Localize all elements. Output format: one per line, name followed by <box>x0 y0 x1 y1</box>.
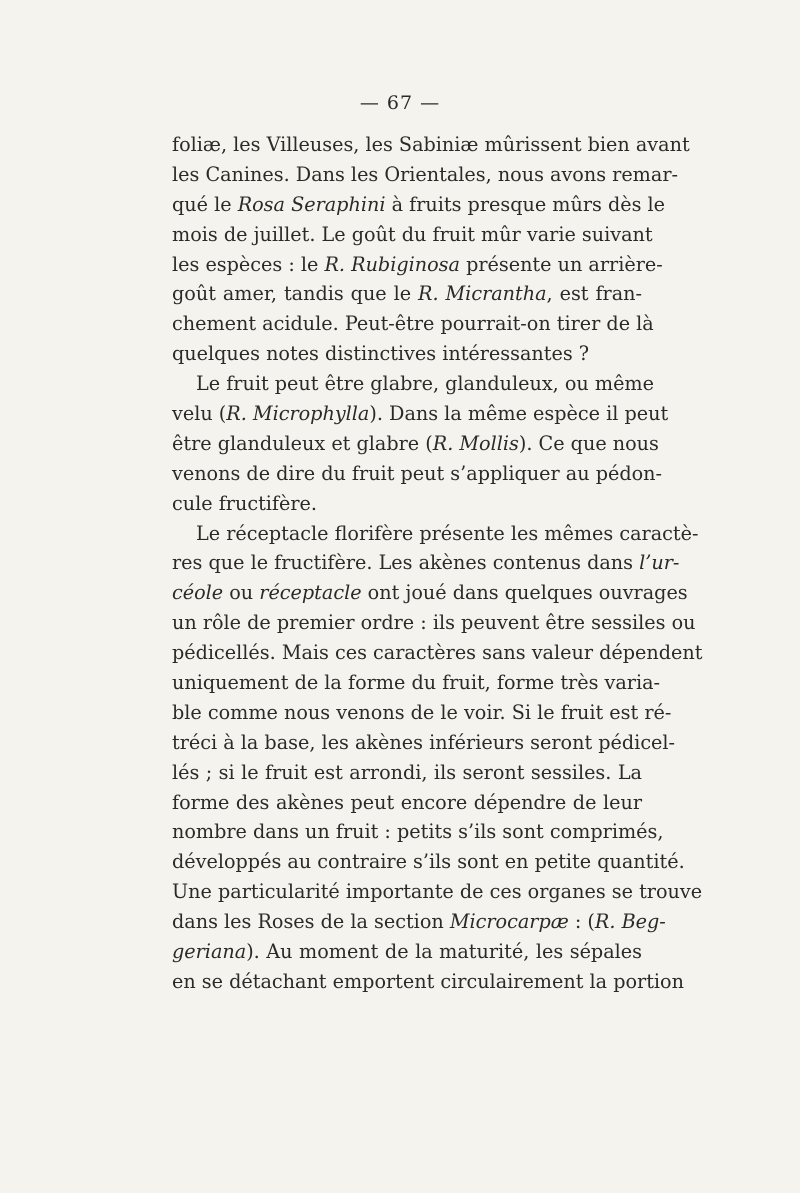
text-line <box>172 339 642 369</box>
text-segment: pédicellés. Mais ces caractères sans valeur dépendent <box>172 641 703 665</box>
text-segment: être glanduleux et glabre ( <box>172 431 433 455</box>
italic-text: Microcarpæ <box>449 910 569 934</box>
text-segment: dans les Roses de la section <box>172 910 450 934</box>
text-line <box>172 429 659 459</box>
text-line <box>172 698 672 728</box>
text-segment: un rôle de premier ordre : ils peuvent être sessiles ou <box>172 611 696 635</box>
text-segment: présente un arrière- <box>459 252 663 276</box>
text-segment: les Canines. Dans les Orientales, nous avons remar- <box>172 162 678 186</box>
text-line <box>172 817 664 847</box>
text-segment: uniquement de la forme du fruit, forme très varia- <box>172 671 661 695</box>
italic-text: R. Microphylla <box>226 402 370 426</box>
text-line <box>172 250 663 280</box>
text-line <box>172 937 642 967</box>
text-line <box>172 578 688 608</box>
text-segment: ou <box>223 581 260 605</box>
text-segment: en se détachant emportent circulairement la portion <box>172 969 684 993</box>
italic-text: céole <box>172 581 224 605</box>
text-segment: développés au contraire s’ils sont en petite quantité. <box>172 850 685 874</box>
text-segment: tréci à la base, les akènes inférieurs seront pédicel- <box>172 730 676 754</box>
text-line <box>172 459 663 489</box>
text-segment: chement acidule. Peut-être pourrait-on tirer de là <box>172 312 654 336</box>
text-segment: ). Au moment de la maturité, les sépales <box>246 940 642 964</box>
text-line <box>172 758 642 788</box>
text-segment: ). Dans la même espèce il peut <box>369 402 669 426</box>
text-line <box>172 788 642 818</box>
italic-text: réceptacle <box>259 581 362 605</box>
text-segment: ont joué dans quelques ouvrages <box>361 581 688 605</box>
text-line <box>172 638 703 668</box>
text-line <box>172 309 654 339</box>
text-segment: qué le <box>172 192 238 216</box>
text-line <box>172 369 654 399</box>
text-segment: forme des akènes peut encore dépendre de leur <box>172 790 642 814</box>
text-line <box>172 907 666 937</box>
text-segment: mois de juillet. Le goût du fruit mûr varie suivant <box>172 222 653 246</box>
page-number: — 67 — <box>359 92 441 114</box>
text-line <box>172 130 690 160</box>
text-line <box>172 190 666 220</box>
text-line <box>172 668 661 698</box>
italic-text: geriana <box>172 940 247 964</box>
text-line <box>172 967 684 997</box>
text-segment: foliæ, les Villeuses, les Sabiniæ mûrissent bien avant <box>172 133 690 156</box>
text-segment: quelques notes distinctives intéressantes ? <box>172 342 590 366</box>
text-segment: venons de dire du fruit peut s’appliquer au pédon- <box>172 461 663 485</box>
text-segment: : ( <box>568 910 595 934</box>
text-segment: ble comme nous venons de le voir. Si le fruit est ré- <box>172 700 672 724</box>
text-line <box>172 548 680 578</box>
italic-text: R. Mollis <box>432 431 519 455</box>
italic-text: R. Beg- <box>594 910 666 934</box>
text-segment: goût amer, tandis que le <box>172 282 419 306</box>
text-segment: cule fructifère. <box>172 491 318 515</box>
text-segment: à fruits presque mûrs dès le <box>385 192 666 216</box>
text-line <box>172 847 685 877</box>
italic-text: R. Micrantha <box>418 282 547 306</box>
text-line <box>172 489 642 519</box>
text-segment: Le réceptacle florifère présente les mêmes caractè- <box>196 521 699 545</box>
text-segment: Le fruit peut être glabre, glanduleux, ou même <box>196 372 654 396</box>
body-text <box>172 130 703 997</box>
text-segment: nombre dans un fruit : petits s’ils sont comprimés, <box>172 820 664 844</box>
text-segment: ). Ce que nous <box>518 431 659 455</box>
text-line <box>172 220 653 250</box>
italic-text: Rosa Seraphini <box>237 192 386 216</box>
text-segment: , est fran- <box>546 282 643 306</box>
text-line <box>172 728 676 758</box>
text-segment: Une particularité importante de ces organes se trouve <box>172 880 703 904</box>
text-line <box>172 279 642 309</box>
text-line <box>172 877 703 907</box>
text-line <box>172 519 699 549</box>
text-line <box>172 160 678 190</box>
italic-text: R. Rubiginosa <box>324 252 460 276</box>
italic-text: l’ur- <box>639 551 680 575</box>
text-line <box>172 608 696 638</box>
text-segment: les espèces : le <box>172 252 325 276</box>
text-segment: velu ( <box>172 402 227 426</box>
text-line <box>172 399 669 429</box>
text-segment: lés ; si le fruit est arrondi, ils seront sessiles. La <box>172 760 642 784</box>
text-segment: res que le fructifère. Les akènes contenus dans <box>172 551 640 575</box>
